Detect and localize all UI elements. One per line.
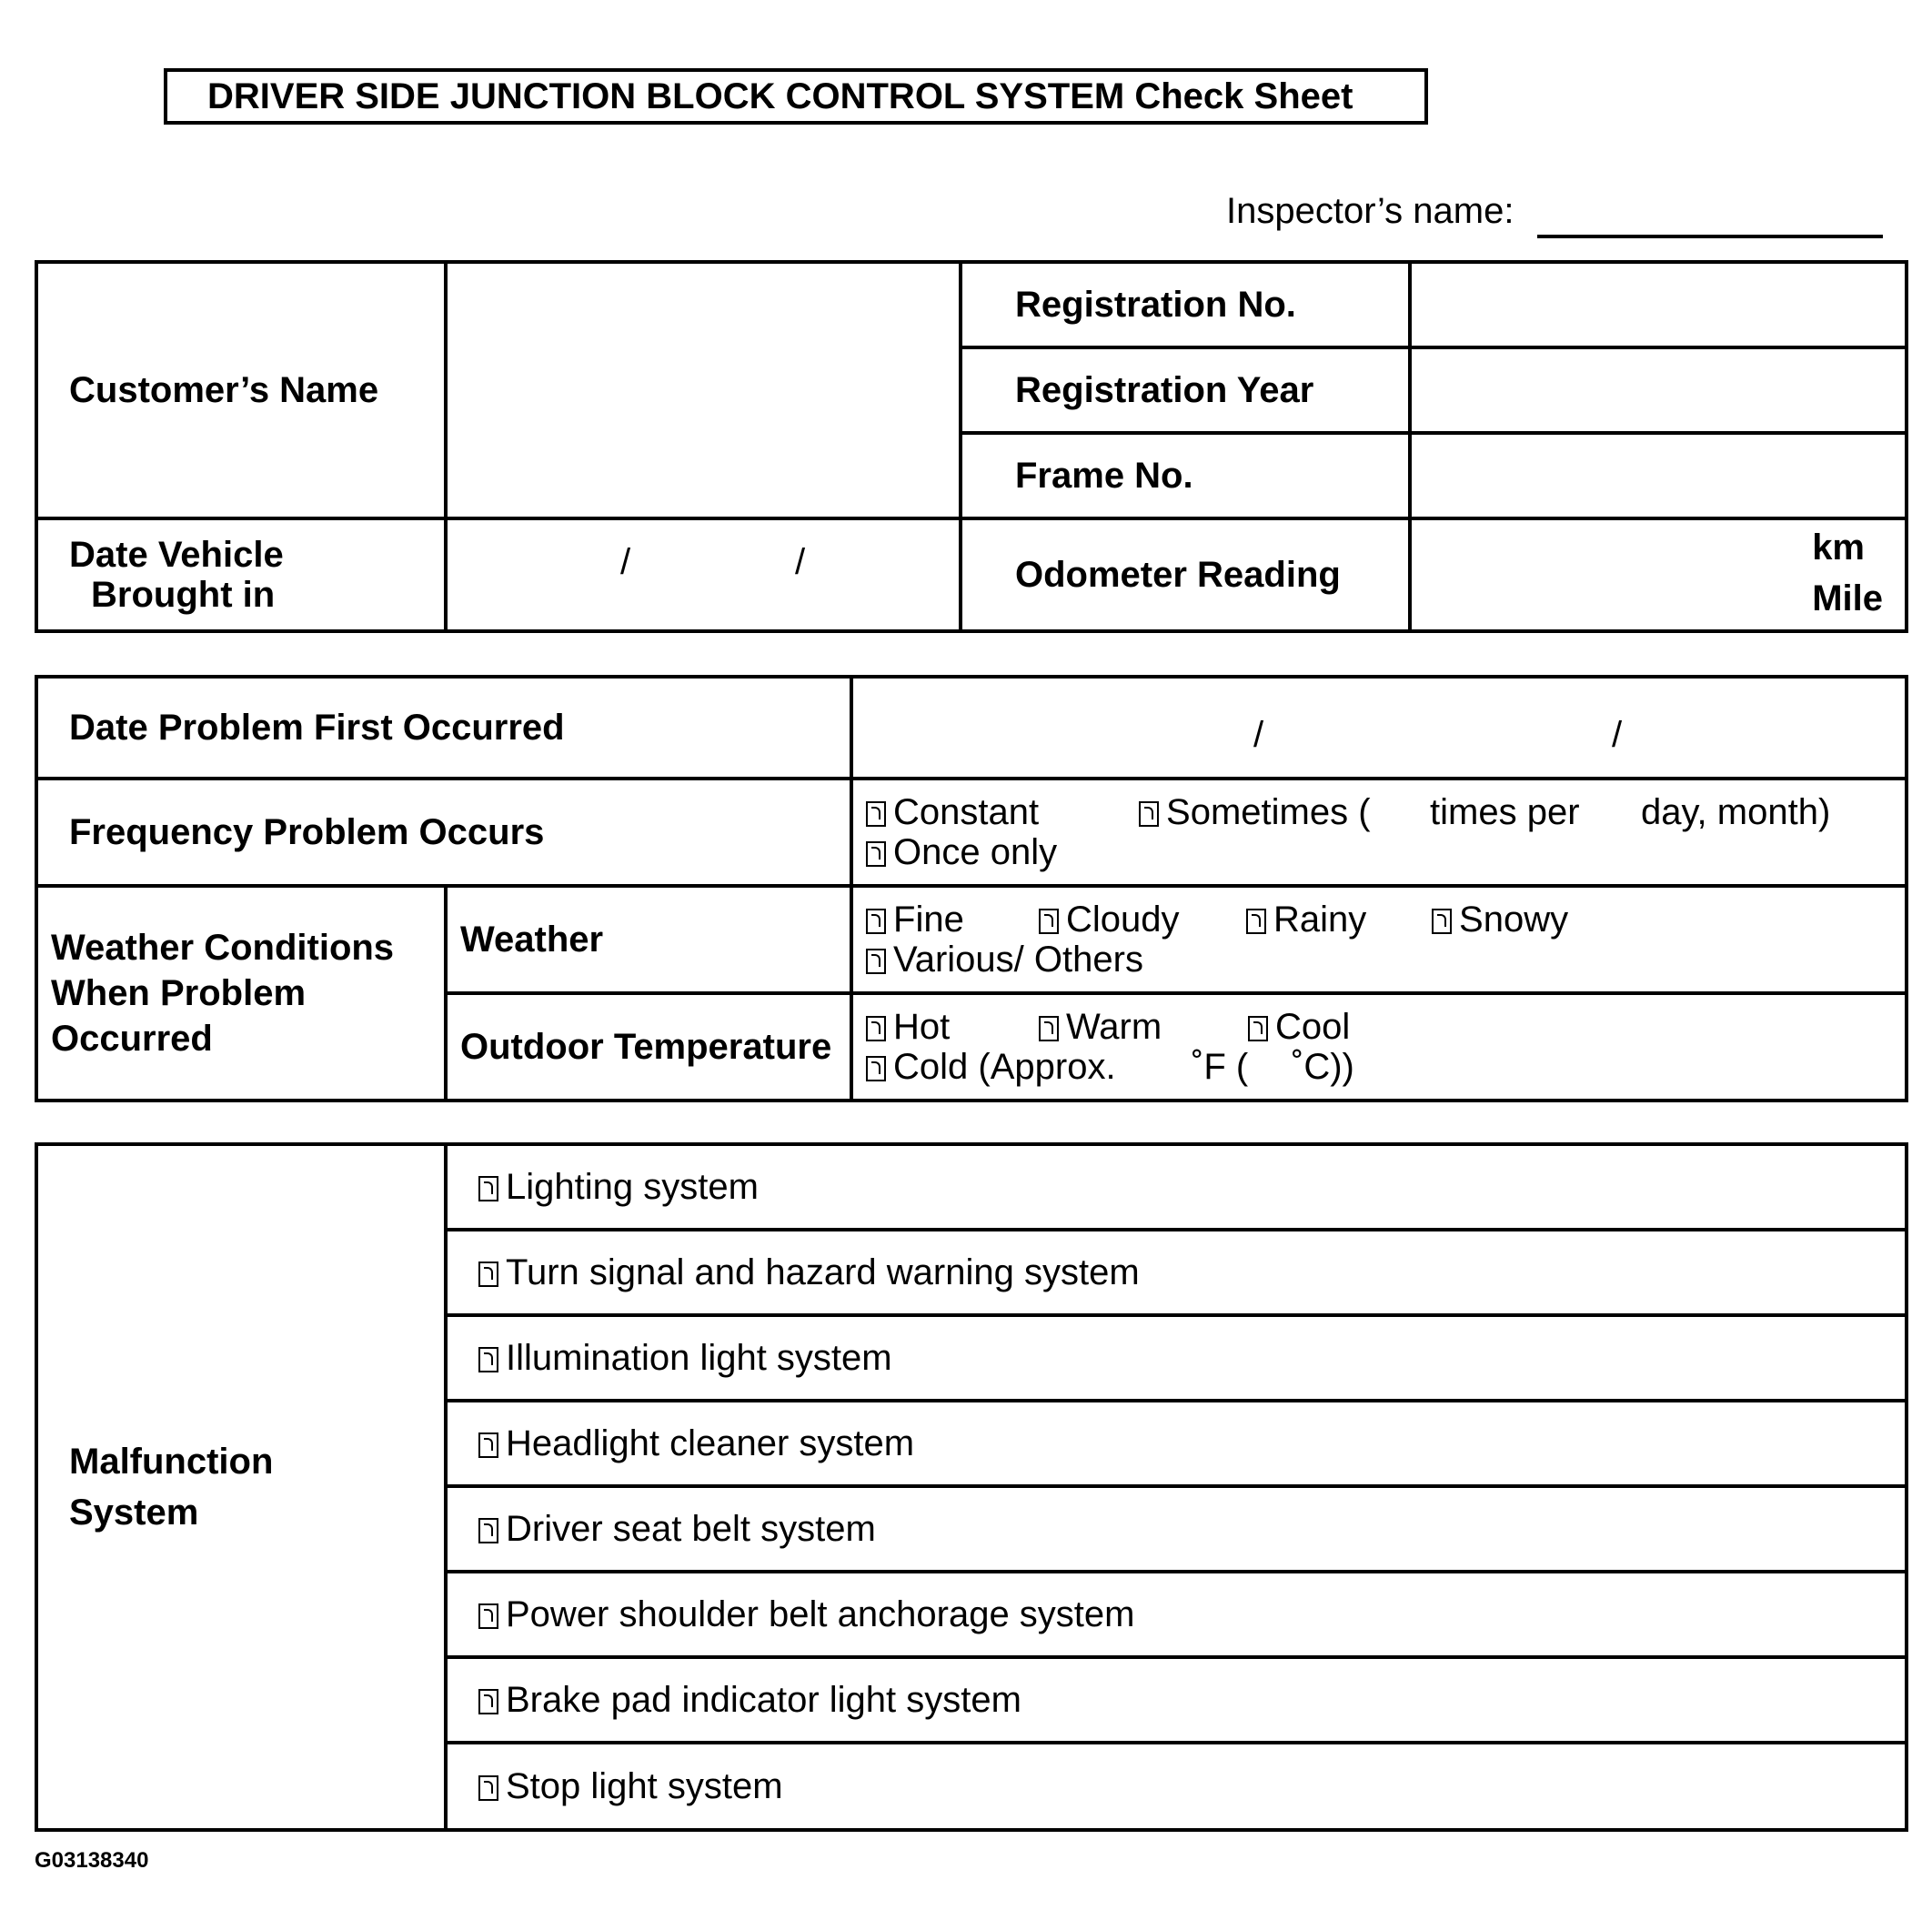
system-option-turn-signal[interactable]: Turn signal and hazard warning system (446, 1230, 1907, 1315)
checkbox-icon (478, 1432, 498, 1458)
system-option-stop-light[interactable]: Stop light system (446, 1743, 1907, 1830)
temp-c-unit: ˚C)) (1292, 1047, 1354, 1087)
odometer-reading-label: Odometer Reading (961, 518, 1410, 631)
temp-hot-option[interactable]: Hot (866, 1007, 1039, 1047)
temp-warm-option[interactable]: Warm (1039, 1007, 1248, 1047)
customer-name-label: Customer’s Name (36, 262, 446, 518)
freq-once-option[interactable]: Once only (866, 832, 1057, 872)
temperature-options (851, 993, 1907, 1101)
checkbox-icon (478, 1176, 498, 1201)
malfunction-line1: Malfunction (69, 1442, 274, 1482)
problem-info-table (35, 675, 1908, 1102)
checkbox-icon (478, 1262, 498, 1287)
weather-label: Weather (446, 886, 851, 993)
inspector-label: Inspector’s name: (1226, 191, 1514, 231)
odometer-field[interactable] (1410, 518, 1907, 631)
weather-conditions-line3: Occurred (51, 1019, 213, 1059)
system-option-brake-pad-indicator[interactable]: Brake pad indicator light system (446, 1657, 1907, 1743)
checkbox-icon (1246, 909, 1266, 934)
checkbox-icon (478, 1518, 498, 1543)
checkbox-icon (866, 801, 886, 827)
unit-mile: Mile (1812, 578, 1883, 618)
unit-km: km (1812, 528, 1865, 568)
customer-name-field[interactable] (446, 262, 961, 518)
checkbox-icon (1248, 1016, 1268, 1041)
weather-cloudy-option[interactable]: Cloudy (1039, 900, 1246, 940)
freq-sometimes-option[interactable]: Sometimes ( (1139, 792, 1430, 832)
freq-constant-option[interactable]: Constant (866, 792, 1139, 832)
checkbox-icon (478, 1347, 498, 1372)
frequency-label: Frequency Problem Occurs (36, 779, 851, 886)
vehicle-info-table (35, 260, 1908, 633)
figure-code: G03138340 (35, 1848, 149, 1873)
date-slash-1: / (620, 542, 631, 582)
checkbox-icon (1039, 909, 1059, 934)
checkbox-icon (1432, 909, 1452, 934)
checkbox-icon (866, 949, 886, 974)
checkbox-icon (866, 1016, 886, 1041)
date-vehicle-field[interactable] (446, 518, 961, 631)
date-vehicle-line2: Brought in (91, 575, 276, 615)
system-option-illumination[interactable]: Illumination light system (446, 1315, 1907, 1401)
frequency-options (851, 779, 1907, 886)
checkbox-icon (478, 1775, 498, 1801)
system-option-headlight-cleaner[interactable]: Headlight cleaner system (446, 1401, 1907, 1486)
weather-conditions-line1: Weather Conditions (51, 928, 395, 968)
temp-cold-option[interactable]: Cold (Approx. (866, 1047, 1192, 1087)
inspector-name-field[interactable] (1537, 235, 1883, 238)
frame-no-field[interactable] (1410, 433, 1907, 518)
checkbox-icon (866, 1056, 886, 1081)
malfunction-system-label (36, 1144, 446, 1830)
checkbox-icon (478, 1689, 498, 1714)
freq-day-month: day, month) (1641, 792, 1831, 832)
registration-year-label: Registration Year (961, 347, 1410, 433)
registration-no-label: Registration No. (961, 262, 1410, 347)
checkbox-icon (866, 841, 886, 867)
malfunction-system-table (35, 1142, 1908, 1832)
weather-conditions-label (36, 886, 446, 1101)
date-first-occurred-label: Date Problem First Occurred (36, 677, 851, 779)
malfunction-line2: System (69, 1493, 199, 1533)
weather-fine-option[interactable]: Fine (866, 900, 1039, 940)
checkbox-icon (866, 909, 886, 934)
weather-rainy-option[interactable]: Rainy (1246, 900, 1432, 940)
checkbox-icon (478, 1603, 498, 1629)
outdoor-temperature-label: Outdoor Temperature (446, 993, 851, 1101)
freq-times-per: times per (1430, 792, 1580, 832)
date-vehicle-line1: Date Vehicle (69, 535, 284, 575)
date-vehicle-brought-in-label (36, 518, 446, 631)
checkbox-icon (1139, 801, 1159, 827)
temp-f-unit: ˚F ( (1192, 1047, 1249, 1087)
system-option-lighting[interactable]: Lighting system (446, 1144, 1907, 1230)
registration-year-field[interactable] (1410, 347, 1907, 433)
date-first-occurred-field[interactable] (851, 677, 1907, 779)
frame-no-label: Frame No. (961, 433, 1410, 518)
weather-options (851, 886, 1907, 993)
date-slash-2: / (795, 542, 806, 582)
registration-no-field[interactable] (1410, 262, 1907, 347)
problem-date-slash-2: / (1612, 715, 1623, 755)
weather-various-option[interactable]: Various/ Others (866, 940, 1143, 980)
weather-snowy-option[interactable]: Snowy (1432, 900, 1568, 940)
page-title: DRIVER SIDE JUNCTION BLOCK CONTROL SYSTEM Check Sheet (164, 68, 1428, 125)
weather-conditions-line2: When Problem (51, 973, 307, 1013)
problem-date-slash-1: / (1253, 715, 1264, 755)
checkbox-icon (1039, 1016, 1059, 1041)
temp-cool-option[interactable]: Cool (1248, 1007, 1350, 1047)
system-option-power-shoulder-belt[interactable]: Power shoulder belt anchorage system (446, 1572, 1907, 1657)
system-option-driver-seat-belt[interactable]: Driver seat belt system (446, 1486, 1907, 1572)
